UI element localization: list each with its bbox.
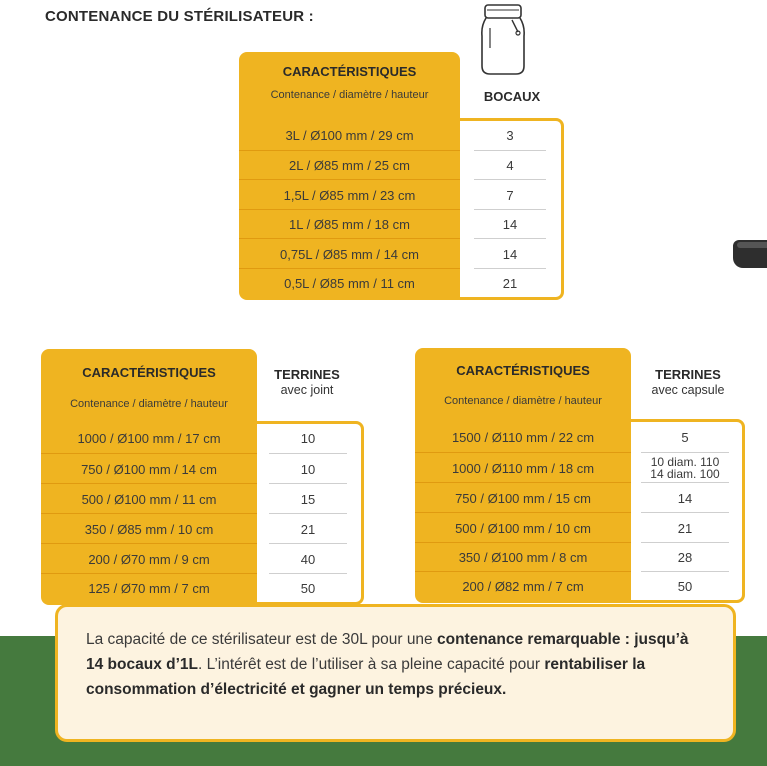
table-row-value: 14 bbox=[641, 482, 729, 513]
value-line: 10 diam. 110 bbox=[650, 455, 720, 469]
page-title: CONTENANCE DU STÉRILISATEUR : bbox=[45, 8, 314, 25]
table-row-value: 14 bbox=[474, 238, 546, 269]
header-subtitle: Contenance / diamètre / hauteur bbox=[70, 398, 228, 410]
terrines-capsule-header bbox=[415, 348, 631, 419]
table-row-value: 40 bbox=[269, 543, 347, 574]
terrines-capsule-table bbox=[415, 348, 745, 603]
table-row-value: 21 bbox=[641, 512, 729, 543]
info-text-bold: rentabiliser la consommation d’électricité et gagner un temps précieux. bbox=[86, 656, 646, 698]
table-row-spec: 125 / Ø70 mm / 7 cm bbox=[41, 573, 257, 603]
terrines-joint-table bbox=[41, 349, 364, 605]
column-title: BOCAUX bbox=[483, 89, 541, 104]
info-box bbox=[55, 604, 736, 742]
table-row-spec: 500 / Ø100 mm / 10 cm bbox=[415, 512, 631, 543]
terrines-joint-header bbox=[41, 349, 257, 421]
table-row-spec: 0,75L / Ø85 mm / 14 cm bbox=[239, 238, 460, 269]
table-row-value: 7 bbox=[474, 179, 546, 210]
table-row-spec: 0,5L / Ø85 mm / 11 cm bbox=[239, 268, 460, 298]
column-title: TERRINES bbox=[274, 367, 340, 382]
info-text-bold: contenance remarquable : jusqu’à 14 bocaux d’1L bbox=[86, 631, 689, 673]
jars-column-header bbox=[460, 89, 564, 104]
table-row-spec: 1000 / Ø110 mm / 18 cm bbox=[415, 452, 631, 483]
table-row-value: 21 bbox=[269, 513, 347, 544]
table-row-value: 15 bbox=[269, 483, 347, 514]
table-row-value bbox=[641, 452, 729, 483]
header-subtitle: Contenance / diamètre / hauteur bbox=[270, 89, 429, 101]
sterilizer-edge bbox=[733, 240, 767, 268]
table-row-value: 10 bbox=[269, 453, 347, 484]
table-row-spec: 1,5L / Ø85 mm / 23 cm bbox=[239, 179, 460, 210]
table-row-spec: 200 / Ø82 mm / 7 cm bbox=[415, 571, 631, 601]
table-row-spec: 2L / Ø85 mm / 25 cm bbox=[239, 150, 460, 180]
table-row-value: 21 bbox=[474, 268, 546, 298]
info-text-part: . L’intérêt est de l’utiliser à sa pleine capacité pour bbox=[197, 656, 545, 673]
header-subtitle: Contenance / diamètre / hauteur bbox=[444, 395, 602, 407]
table-row-spec: 3L / Ø100 mm / 29 cm bbox=[285, 128, 414, 143]
table-row-spec: 200 / Ø70 mm / 9 cm bbox=[41, 543, 257, 574]
header-title: CARACTÉRISTIQUES bbox=[456, 363, 590, 378]
table-row-value: 3 bbox=[506, 128, 514, 143]
table-row-spec: 350 / Ø100 mm / 8 cm bbox=[415, 542, 631, 572]
table-row-value: 10 bbox=[300, 430, 316, 446]
column-subtitle: avec joint bbox=[280, 383, 334, 397]
table-row-spec: 750 / Ø100 mm / 14 cm bbox=[41, 453, 257, 484]
table-row-value: 28 bbox=[641, 542, 729, 572]
table-row-spec: 350 / Ø85 mm / 10 cm bbox=[41, 513, 257, 544]
value-line: 14 diam. 100 bbox=[650, 467, 720, 481]
info-text-part: La capacité de ce stérilisateur est de 30L pour une bbox=[86, 631, 437, 648]
table-row-spec: 750 / Ø100 mm / 15 cm bbox=[415, 482, 631, 513]
column-title: TERRINES bbox=[655, 367, 721, 382]
jars-table bbox=[239, 52, 564, 300]
column-subtitle: avec capsule bbox=[651, 383, 725, 397]
jars-table-header bbox=[239, 52, 460, 118]
table-row-value: 4 bbox=[474, 150, 546, 180]
table-row-spec: 500 / Ø100 mm / 11 cm bbox=[41, 483, 257, 514]
table-row-spec: 1500 / Ø110 mm / 22 cm bbox=[451, 429, 595, 445]
table-row-value: 50 bbox=[269, 573, 347, 603]
table-row-spec: 1L / Ø85 mm / 18 cm bbox=[239, 209, 460, 239]
table-row-spec: 1000 / Ø100 mm / 17 cm bbox=[77, 430, 221, 446]
header-title: CARACTÉRISTIQUES bbox=[82, 365, 216, 380]
header-title: CARACTÉRISTIQUES bbox=[282, 64, 417, 79]
table-row-value: 14 bbox=[474, 209, 546, 239]
terrines-joint-column-header bbox=[257, 367, 357, 397]
terrines-capsule-column-header bbox=[631, 367, 745, 397]
info-text bbox=[86, 627, 705, 702]
table-row-value: 5 bbox=[681, 429, 689, 445]
table-row-value: 50 bbox=[641, 571, 729, 601]
